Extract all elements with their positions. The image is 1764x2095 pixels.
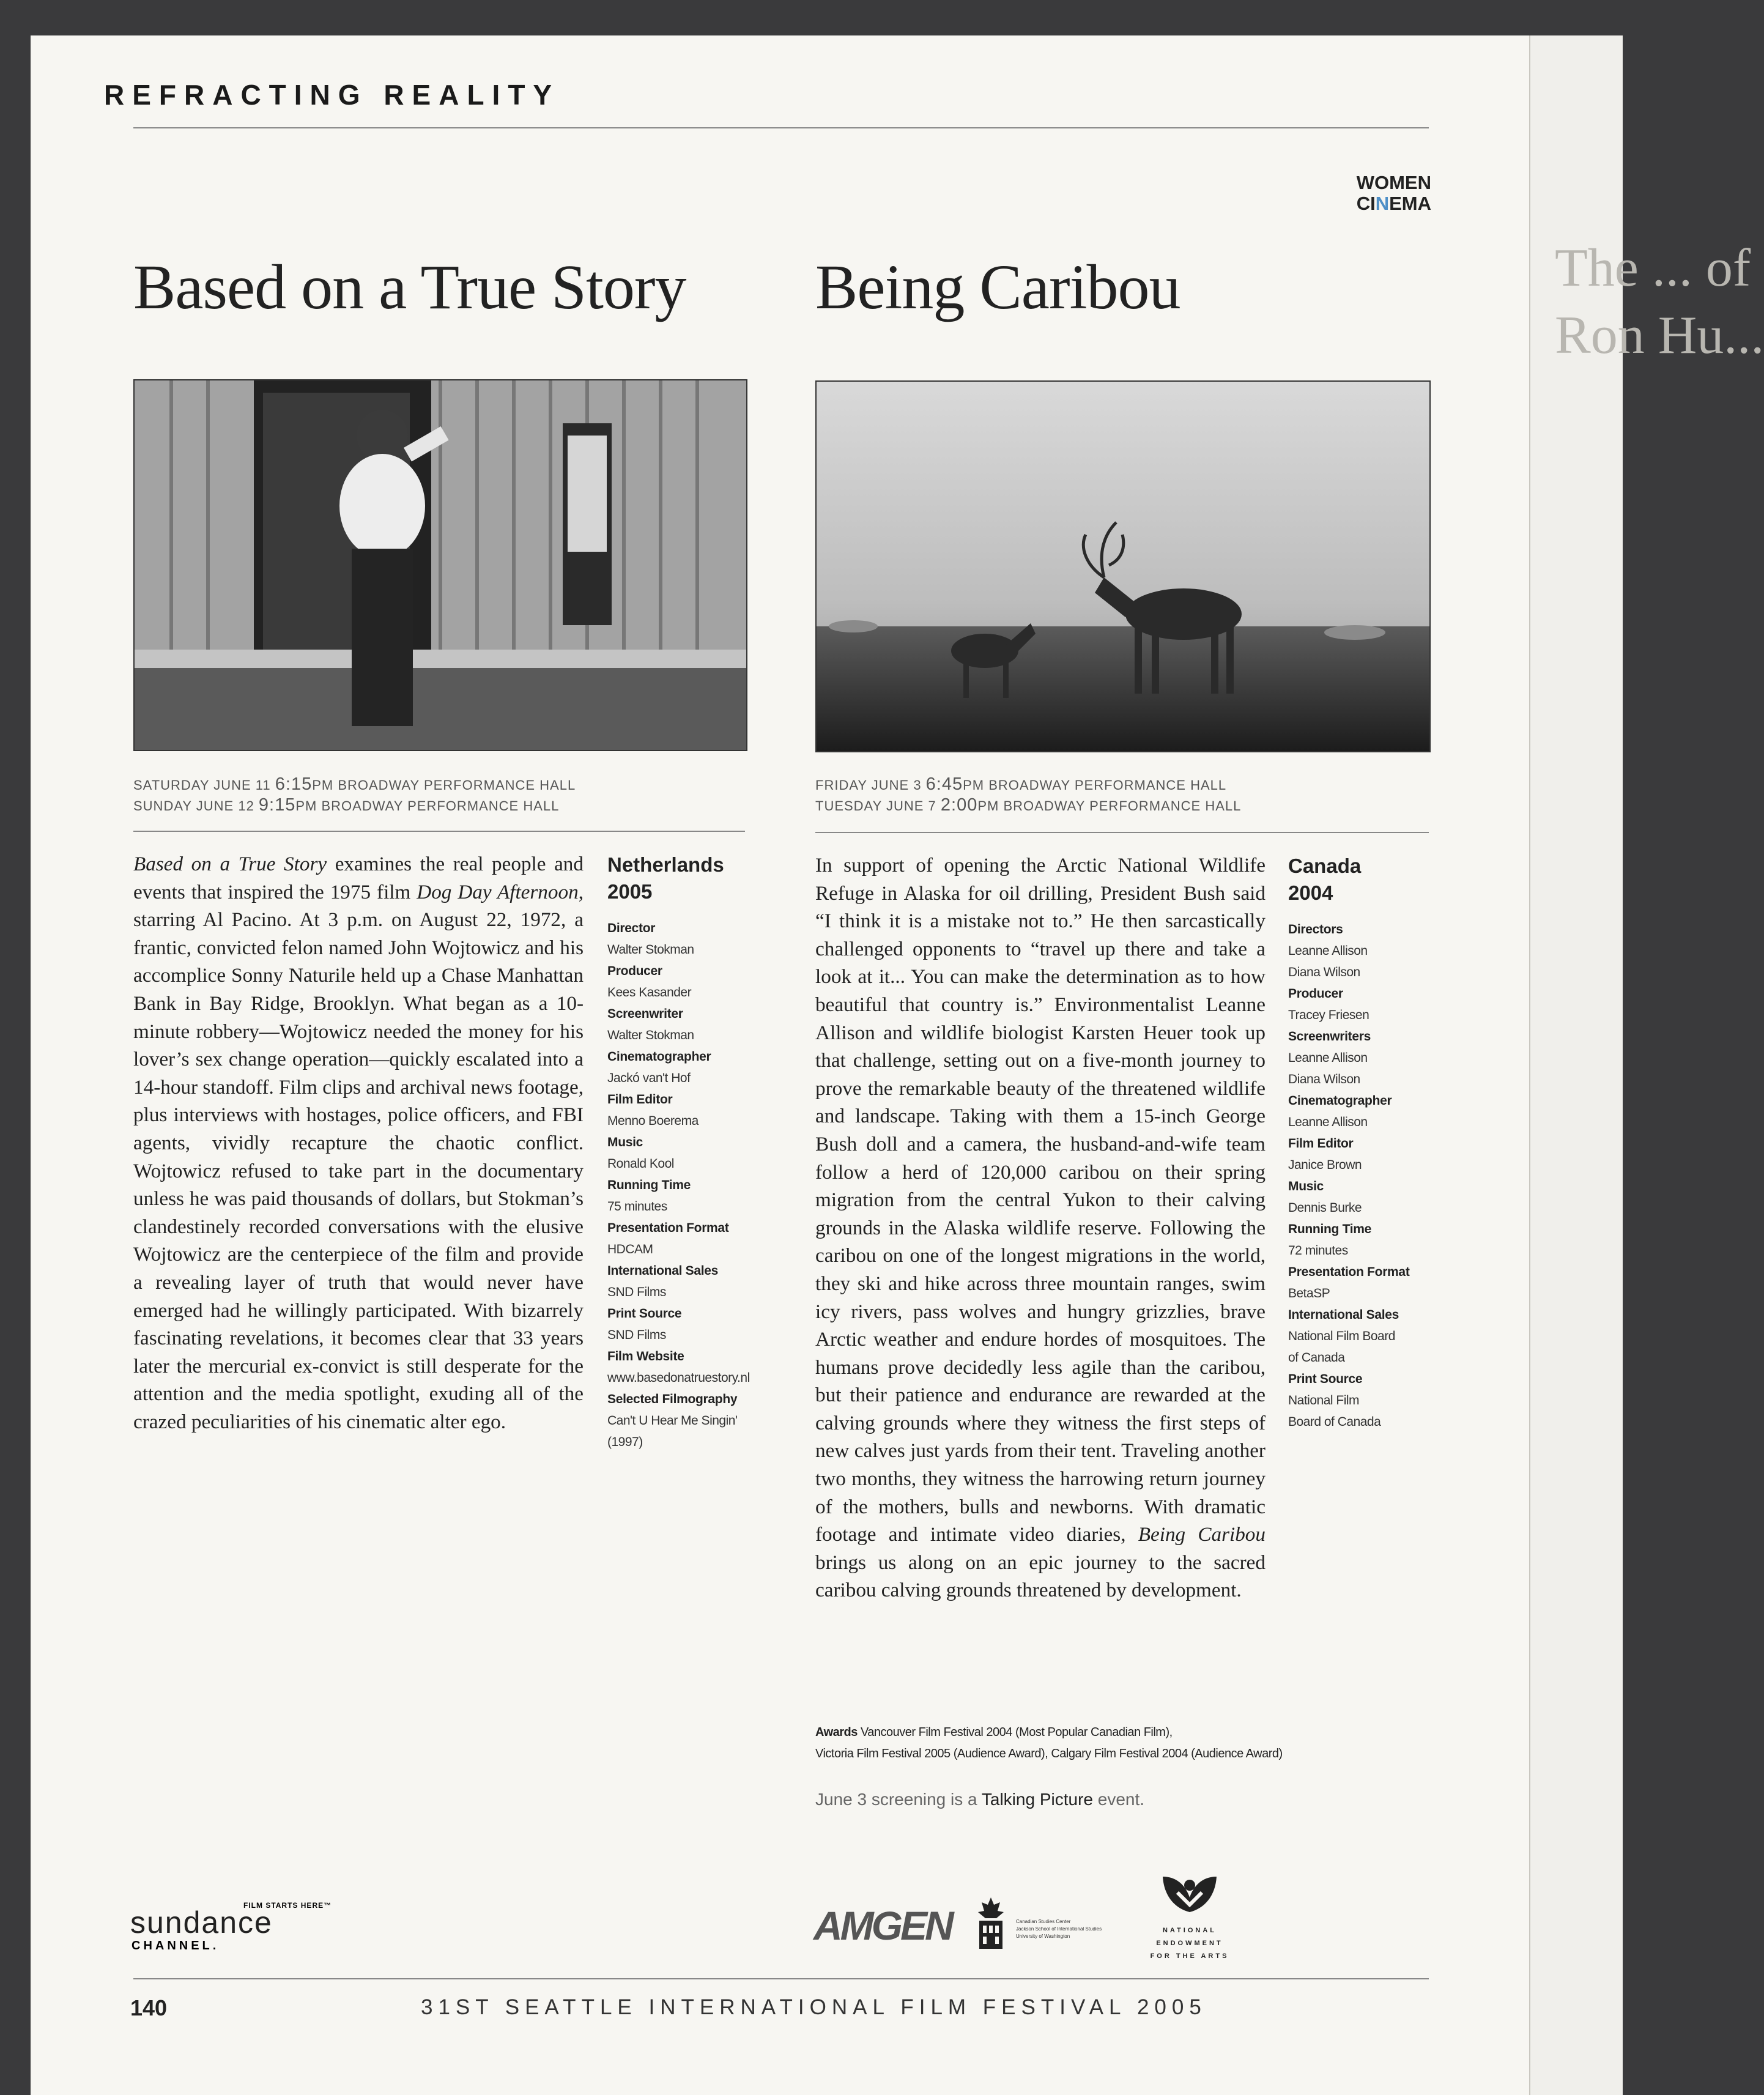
nea-logo: NATIONAL ENDOWMENT FOR THE ARTS xyxy=(1150,1872,1229,1963)
credit-value: 72 minutes xyxy=(1288,1244,1348,1258)
film-title-right: Being Caribou xyxy=(815,252,1180,322)
credit-label: Film Website xyxy=(607,1349,684,1363)
credit-value: Diana Wilson xyxy=(1288,1072,1360,1086)
description-right: In support of opening the Arctic National Wildlife Refuge in Alaska for oil drilling, President Bush said “I think it is a mistake not to.” He then sarcastically challenged opponents to “travel up there and take a look at it... You can make the determination as to how beautiful that country is.” Environmentalist Leanne Allison and wildlife biologist Karsten Heuer took up that challenge, setting out on a five-month journey to prove the remarkable beauty of the threatened wildlife and landscape. Taking with them a 15-inch George Bush doll and a camera, the husband-and-wife team follow a herd of 120,000 caribou on their spring migration from the central Yukon to their calving grounds in the Alaska wildlife reserve. Following the caribou on one of the longest migrations in the world, they ski and hike across three mountain ranges, swim icy rivers, pass wolves and hungry grizzlies, brave Arctic weather and endure hordes of mosquitoes. The humans prove decidedly less agile than the caribou, but their patience and endurance are rewarded at the calving grounds where they witness the first steps of new calves just yards from their tent. Traveling another two months, they witness the harrowing return journey of the mothers, bulls and newborns. With dramatic footage and intimate video diaries, Being Caribou brings us along on an epic journey to the sacred caribou calving grounds threatened by development. xyxy=(815,854,1266,1602)
header-rule xyxy=(133,127,1429,128)
film-still-right xyxy=(815,380,1431,752)
schedule-right xyxy=(815,774,1241,816)
credit-label: Producer xyxy=(1288,987,1343,1001)
credit-value: Leanne Allison xyxy=(1288,1051,1368,1065)
schedule-right-line1: FRIDAY JUNE 3 6:45PM BROADWAY PERFORMANCE HALL xyxy=(815,774,1227,794)
credit-value: National Film xyxy=(1288,1393,1360,1407)
credit-value: www.basedonatruestory.nl xyxy=(607,1371,750,1385)
women-in-cinema-badge xyxy=(1309,172,1431,214)
awards-line2: Victoria Film Festival 2005 (Audience Award), Calgary Film Festival 2004 (Audience Award) xyxy=(815,1747,1283,1760)
credit-value: Ronald Kool xyxy=(607,1157,674,1171)
credit-label: Cinematographer xyxy=(607,1050,711,1064)
credit-label: Running Time xyxy=(1288,1222,1372,1236)
badge-line1: WOMEN xyxy=(1356,172,1431,193)
credit-value: of Canada xyxy=(1288,1351,1345,1365)
year-right: 2004 xyxy=(1288,881,1333,904)
credit-value: HDCAM xyxy=(607,1242,653,1256)
credits-right xyxy=(1288,853,1435,1433)
credit-value: SND Films xyxy=(607,1328,666,1342)
schedule-left-line2: SUNDAY JUNE 12 9:15PM BROADWAY PERFORMANCE HALL xyxy=(133,795,560,815)
credit-value: Can't U Hear Me Singin' (1997) xyxy=(607,1414,738,1449)
credit-value: Kees Kasander xyxy=(607,985,692,999)
credit-label: Producer xyxy=(607,964,662,978)
credit-label: Music xyxy=(1288,1179,1324,1193)
credit-value: Jackó van't Hof xyxy=(607,1071,691,1085)
credit-label: International Sales xyxy=(1288,1308,1399,1322)
credit-value: Board of Canada xyxy=(1288,1415,1381,1429)
credit-value: Leanne Allison xyxy=(1288,1115,1368,1129)
bank-robber-photo xyxy=(135,380,746,750)
credit-label: Film Editor xyxy=(1288,1136,1354,1151)
credit-value: Menno Boerema xyxy=(607,1114,699,1128)
festival-footer: 31ST SEATTLE INTERNATIONAL FILM FESTIVAL 2005 xyxy=(421,1995,1207,2019)
film-title-left: Based on a True Story xyxy=(133,252,686,322)
credit-value: National Film Board xyxy=(1288,1329,1395,1343)
schedule-right-line2: TUESDAY JUNE 7 2:00PM BROADWAY PERFORMANCE HALL xyxy=(815,795,1242,815)
country-left: Netherlands xyxy=(607,853,724,876)
credit-label: Print Source xyxy=(1288,1372,1363,1386)
page-number: 140 xyxy=(130,1995,168,2020)
adjacent-page-title-line1: The ... of xyxy=(1555,239,1751,298)
credits-right-list xyxy=(1288,919,1435,1433)
credit-label: Music xyxy=(607,1135,643,1149)
section-header: REFRACTING REALITY xyxy=(104,79,560,111)
footer-rule xyxy=(133,1978,1429,1979)
credit-value: 75 minutes xyxy=(607,1200,667,1214)
credit-value: Diana Wilson xyxy=(1288,965,1360,979)
description-left: Based on a True Story examines the real people and events that inspired the 1975 film Dog Day Afternoon, starring Al Pacino. At 3 p.m. on August 22, 1972, a frantic, convicted felon named John Wojtowicz and his accomplice Sonny Naturile held up a Chase Manhattan Bank in Bay Ridge, Brooklyn. What began as a 10-minute robbery—Wojtowicz needed the money for his lover’s sex change operation—quickly escalated into a 14-hour standoff. Film clips and archival news footage, plus interviews with hostages, police officers, and FBI agents, vividly recapture the chaotic conflict. Wojtowicz refused to take part in the documentary unless he was paid thousands of dollars, but Stokman’s clandestinely recorded conversations with the elusive Wojtowicz are the centerpiece of the film and provide a revealing layer of truth that would never have emerged had he willingly participated. With bizarrely fascinating revelations, it becomes clear that 33 years later the mercurial ex-convict is still desperate for the attention and the media spotlight, exuding all of the crazed peculiarities of his cinematic alter ego. xyxy=(133,853,584,1433)
awards-line1: Awards Vancouver Film Festival 2004 (Most Popular Canadian Film), xyxy=(815,1726,1173,1739)
credits-left xyxy=(607,851,760,1453)
adjacent-page-edge xyxy=(1529,35,1764,2095)
country-right: Canada xyxy=(1288,855,1362,877)
credit-label: Screenwriters xyxy=(1288,1029,1371,1044)
schedule-rule-left xyxy=(133,831,745,832)
credits-left-list xyxy=(607,918,760,1453)
schedule-rule-right xyxy=(815,832,1429,833)
credit-value: BetaSP xyxy=(1288,1286,1330,1300)
credit-label: Cinematographer xyxy=(1288,1094,1392,1108)
adjacent-page-title-line2: Ron Hu... xyxy=(1555,306,1764,365)
schedule-left xyxy=(133,774,576,816)
credit-value: Leanne Allison xyxy=(1288,944,1368,958)
credit-value: SND Films xyxy=(607,1285,666,1299)
credit-label: Selected Filmography xyxy=(607,1392,738,1406)
credit-label: Film Editor xyxy=(607,1092,673,1107)
talking-picture-note: June 3 screening is a Talking Picture event. xyxy=(815,1790,1145,1809)
amgen-logo: AMGEN xyxy=(813,1903,952,1948)
credit-label: Directors xyxy=(1288,922,1343,936)
awards-block xyxy=(815,1722,1283,1765)
credit-label: Presentation Format xyxy=(607,1221,729,1235)
credit-label: Director xyxy=(607,921,656,935)
credit-label: Presentation Format xyxy=(1288,1265,1410,1279)
credit-value: Walter Stokman xyxy=(607,1028,694,1042)
credit-value: Dennis Burke xyxy=(1288,1201,1362,1215)
caribou-photo xyxy=(817,382,1429,751)
badge-line2: CINEMA xyxy=(1356,193,1431,214)
year-left: 2005 xyxy=(607,880,653,903)
credit-value: Tracey Friesen xyxy=(1288,1008,1369,1022)
credit-label: Print Source xyxy=(607,1307,682,1321)
canadian-studies-center-logo: Canadian Studies Center Jackson School of International Studies University of Washington xyxy=(976,1896,1098,1951)
maple-building-icon xyxy=(976,1896,1006,1950)
film-still-left xyxy=(133,379,747,751)
schedule-left-line1: SATURDAY JUNE 11 6:15PM BROADWAY PERFORMANCE HALL xyxy=(133,774,576,794)
nea-bird-icon xyxy=(1159,1872,1220,1919)
credit-label: Running Time xyxy=(607,1178,691,1192)
credit-value: Janice Brown xyxy=(1288,1158,1362,1172)
credit-value: Walter Stokman xyxy=(607,943,694,957)
credit-label: Screenwriter xyxy=(607,1007,683,1021)
credit-label: International Sales xyxy=(607,1264,719,1278)
sundance-channel-logo: FILM STARTS HERE™ sundance CHANNEL. xyxy=(130,1901,332,1952)
